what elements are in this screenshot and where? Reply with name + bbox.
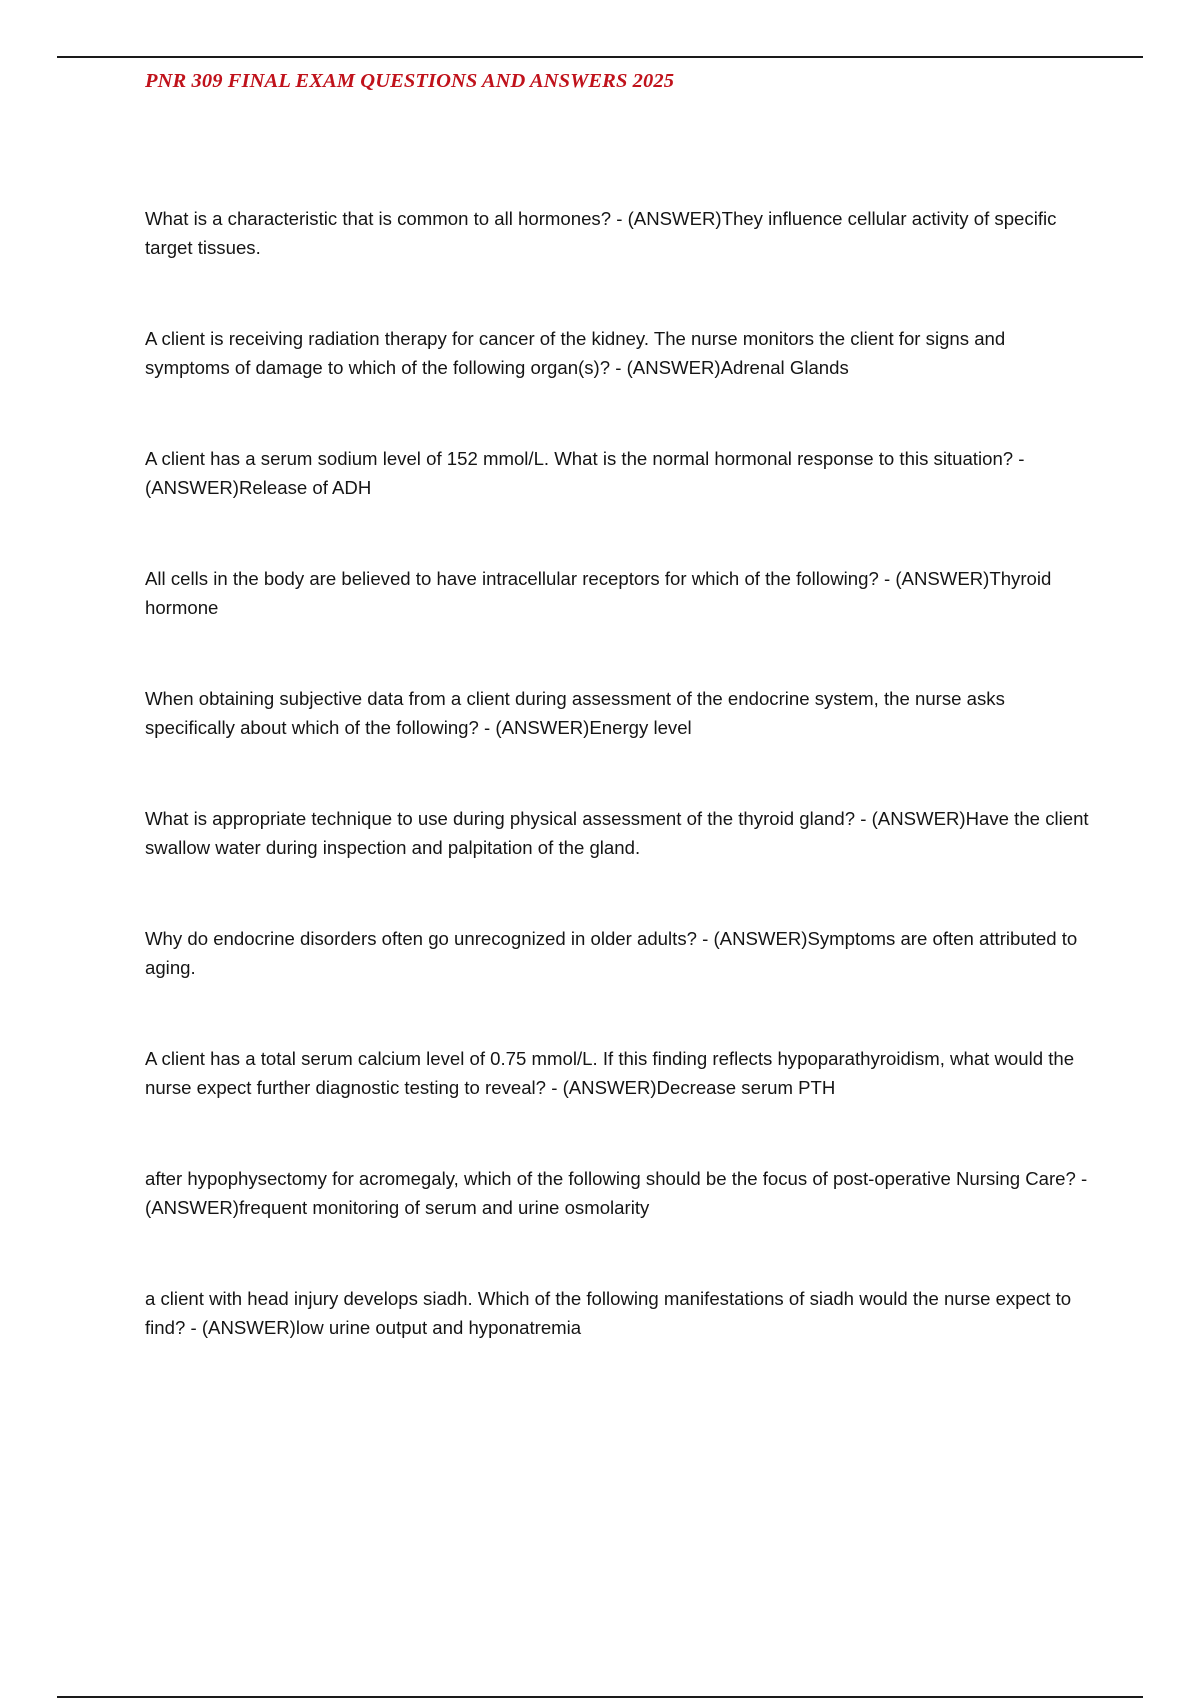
question-text: What is a characteristic that is common to all hormones? - xyxy=(145,208,628,229)
answer-text: (ANSWER)Energy level xyxy=(495,717,692,738)
question-text: after hypophysectomy for acromegaly, which of the following should be the focus of post-operative Nursing Care? - xyxy=(145,1168,1088,1189)
qa-text xyxy=(145,804,1095,862)
question-text: A client has a serum sodium level of 152 mmol/L. What is the normal hormonal response to this situation? - xyxy=(145,448,1025,469)
qa-item-1 xyxy=(145,204,1095,324)
answer-text: (ANSWER)Adrenal Glands xyxy=(626,357,849,378)
answer-text: (ANSWER)Symptoms are often attributed to aging. xyxy=(145,928,1078,978)
document-title: PNR 309 FINAL EXAM QUESTIONS AND ANSWERS 2025 xyxy=(145,70,675,92)
qa-item-3 xyxy=(145,444,1095,564)
qa-text xyxy=(145,684,1095,742)
answer-text: (ANSWER)Thyroid hormone xyxy=(145,568,1052,618)
qa-item-10 xyxy=(145,1284,1095,1404)
qa-item-9 xyxy=(145,1164,1095,1284)
question-text: A client is receiving radiation therapy for cancer of the kidney. The nurse monitors the client for signs and symptoms of damage to which of the following organ(s)? - xyxy=(145,328,1006,378)
qa-text xyxy=(145,1164,1095,1222)
qa-item-5 xyxy=(145,684,1095,804)
answer-text: (ANSWER)Release of ADH xyxy=(145,477,372,498)
question-text: a client with head injury develops siadh. Which of the following manifestations of siadh would the nurse expect to find? - xyxy=(145,1288,1072,1338)
qa-text xyxy=(145,924,1095,982)
answer-text: (ANSWER)low urine output and hyponatremia xyxy=(201,1317,582,1338)
qa-text xyxy=(145,204,1095,262)
qa-item-2 xyxy=(145,324,1095,444)
answer-text: (ANSWER)Decrease serum PTH xyxy=(562,1077,836,1098)
qa-item-7 xyxy=(145,924,1095,1044)
qa-text xyxy=(145,564,1095,622)
question-text: All cells in the body are believed to have intracellular receptors for which of the following? - xyxy=(145,568,896,589)
qa-item-4 xyxy=(145,564,1095,684)
qa-text xyxy=(145,324,1095,382)
qa-list xyxy=(145,204,1095,1404)
footer-rule xyxy=(57,1696,1143,1698)
qa-item-8 xyxy=(145,1044,1095,1164)
qa-text xyxy=(145,444,1095,502)
qa-text xyxy=(145,1044,1095,1102)
question-text: Why do endocrine disorders often go unrecognized in older adults? - xyxy=(145,928,714,949)
answer-text: (ANSWER)Have the client swallow water during inspection and palpitation of the gland. xyxy=(145,808,1089,858)
question-text: What is appropriate technique to use during physical assessment of the thyroid gland? - xyxy=(145,808,872,829)
question-text: A client has a total serum calcium level of 0.75 mmol/L. If this finding reflects hypoparathyroidism, what would the nurse expect further diagnostic testing to reveal? - xyxy=(145,1048,1075,1098)
question-text: When obtaining subjective data from a client during assessment of the endocrine system, the nurse asks specifically about which of the following? - xyxy=(145,688,1005,738)
qa-text xyxy=(145,1284,1095,1342)
answer-text: (ANSWER)They influence cellular activity of specific target tissues. xyxy=(145,208,1057,258)
answer-text: (ANSWER)frequent monitoring of serum and urine osmolarity xyxy=(145,1197,650,1218)
header-rule xyxy=(57,56,1143,58)
qa-item-6 xyxy=(145,804,1095,924)
